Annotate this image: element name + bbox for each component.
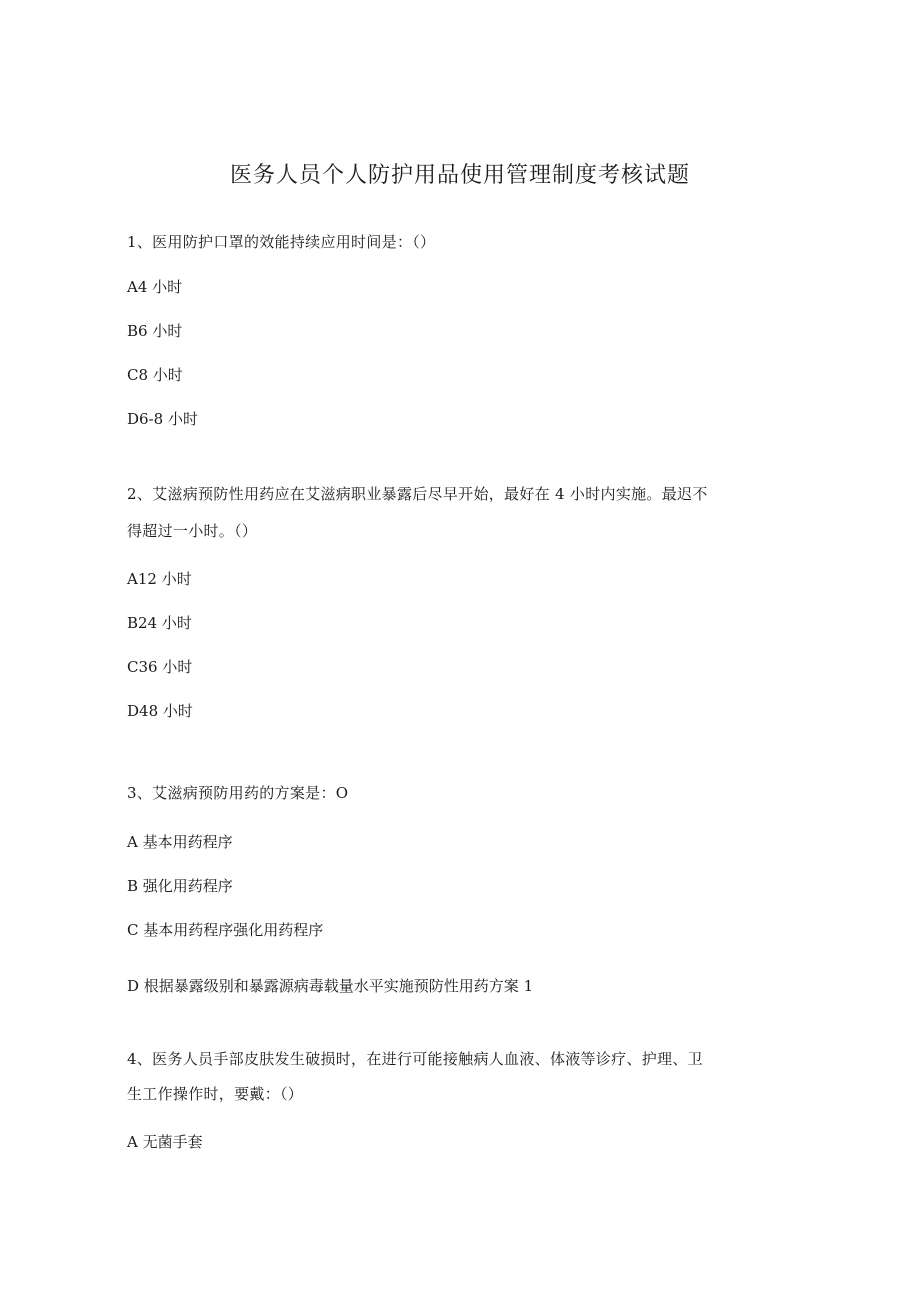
question-3-option-c: C 基本用药程序强化用药程序: [127, 921, 324, 939]
question-3-stem: 3、艾滋病预防用药的方案是：O: [127, 784, 349, 802]
question-4-option-a: A 无菌手套: [127, 1133, 203, 1151]
question-4-stem-line-2: 生工作操作时，要戴：（）: [127, 1085, 304, 1103]
question-2-option-b: B24 小时: [127, 614, 192, 632]
question-3-option-b: B 强化用药程序: [127, 877, 233, 895]
question-3-option-d: D 根据暴露级别和暴露源病毒载量水平实施预防性用药方案 1: [127, 977, 534, 995]
question-1-option-c: C8 小时: [127, 366, 183, 384]
document-title: 医务人员个人防护用品使用管理制度考核试题: [229, 163, 690, 188]
question-1-stem: 1、医用防护口罩的效能持续应用时间是：（）: [127, 233, 436, 251]
question-2-option-d: D48 小时: [127, 702, 193, 720]
question-4-stem-line-1: 4、医务人员手部皮肤发生破损时，在进行可能接触病人血液、体液等诊疗、护理、卫: [127, 1050, 703, 1068]
question-1-option-b: B6 小时: [127, 322, 183, 340]
question-2-option-c: C36 小时: [127, 658, 193, 676]
question-2-stem-line-2: 得超过一小时。（）: [127, 522, 258, 540]
question-2-option-a: A12 小时: [127, 570, 192, 588]
question-3-option-a: A 基本用药程序: [127, 833, 233, 851]
question-1-option-a: A4 小时: [127, 278, 183, 296]
question-1-option-d: D6-8 小时: [127, 410, 198, 428]
question-2-stem-line-1: 2、艾滋病预防性用药应在艾滋病职业暴露后尽早开始，最好在 4 小时内实施。最迟不: [127, 485, 708, 503]
